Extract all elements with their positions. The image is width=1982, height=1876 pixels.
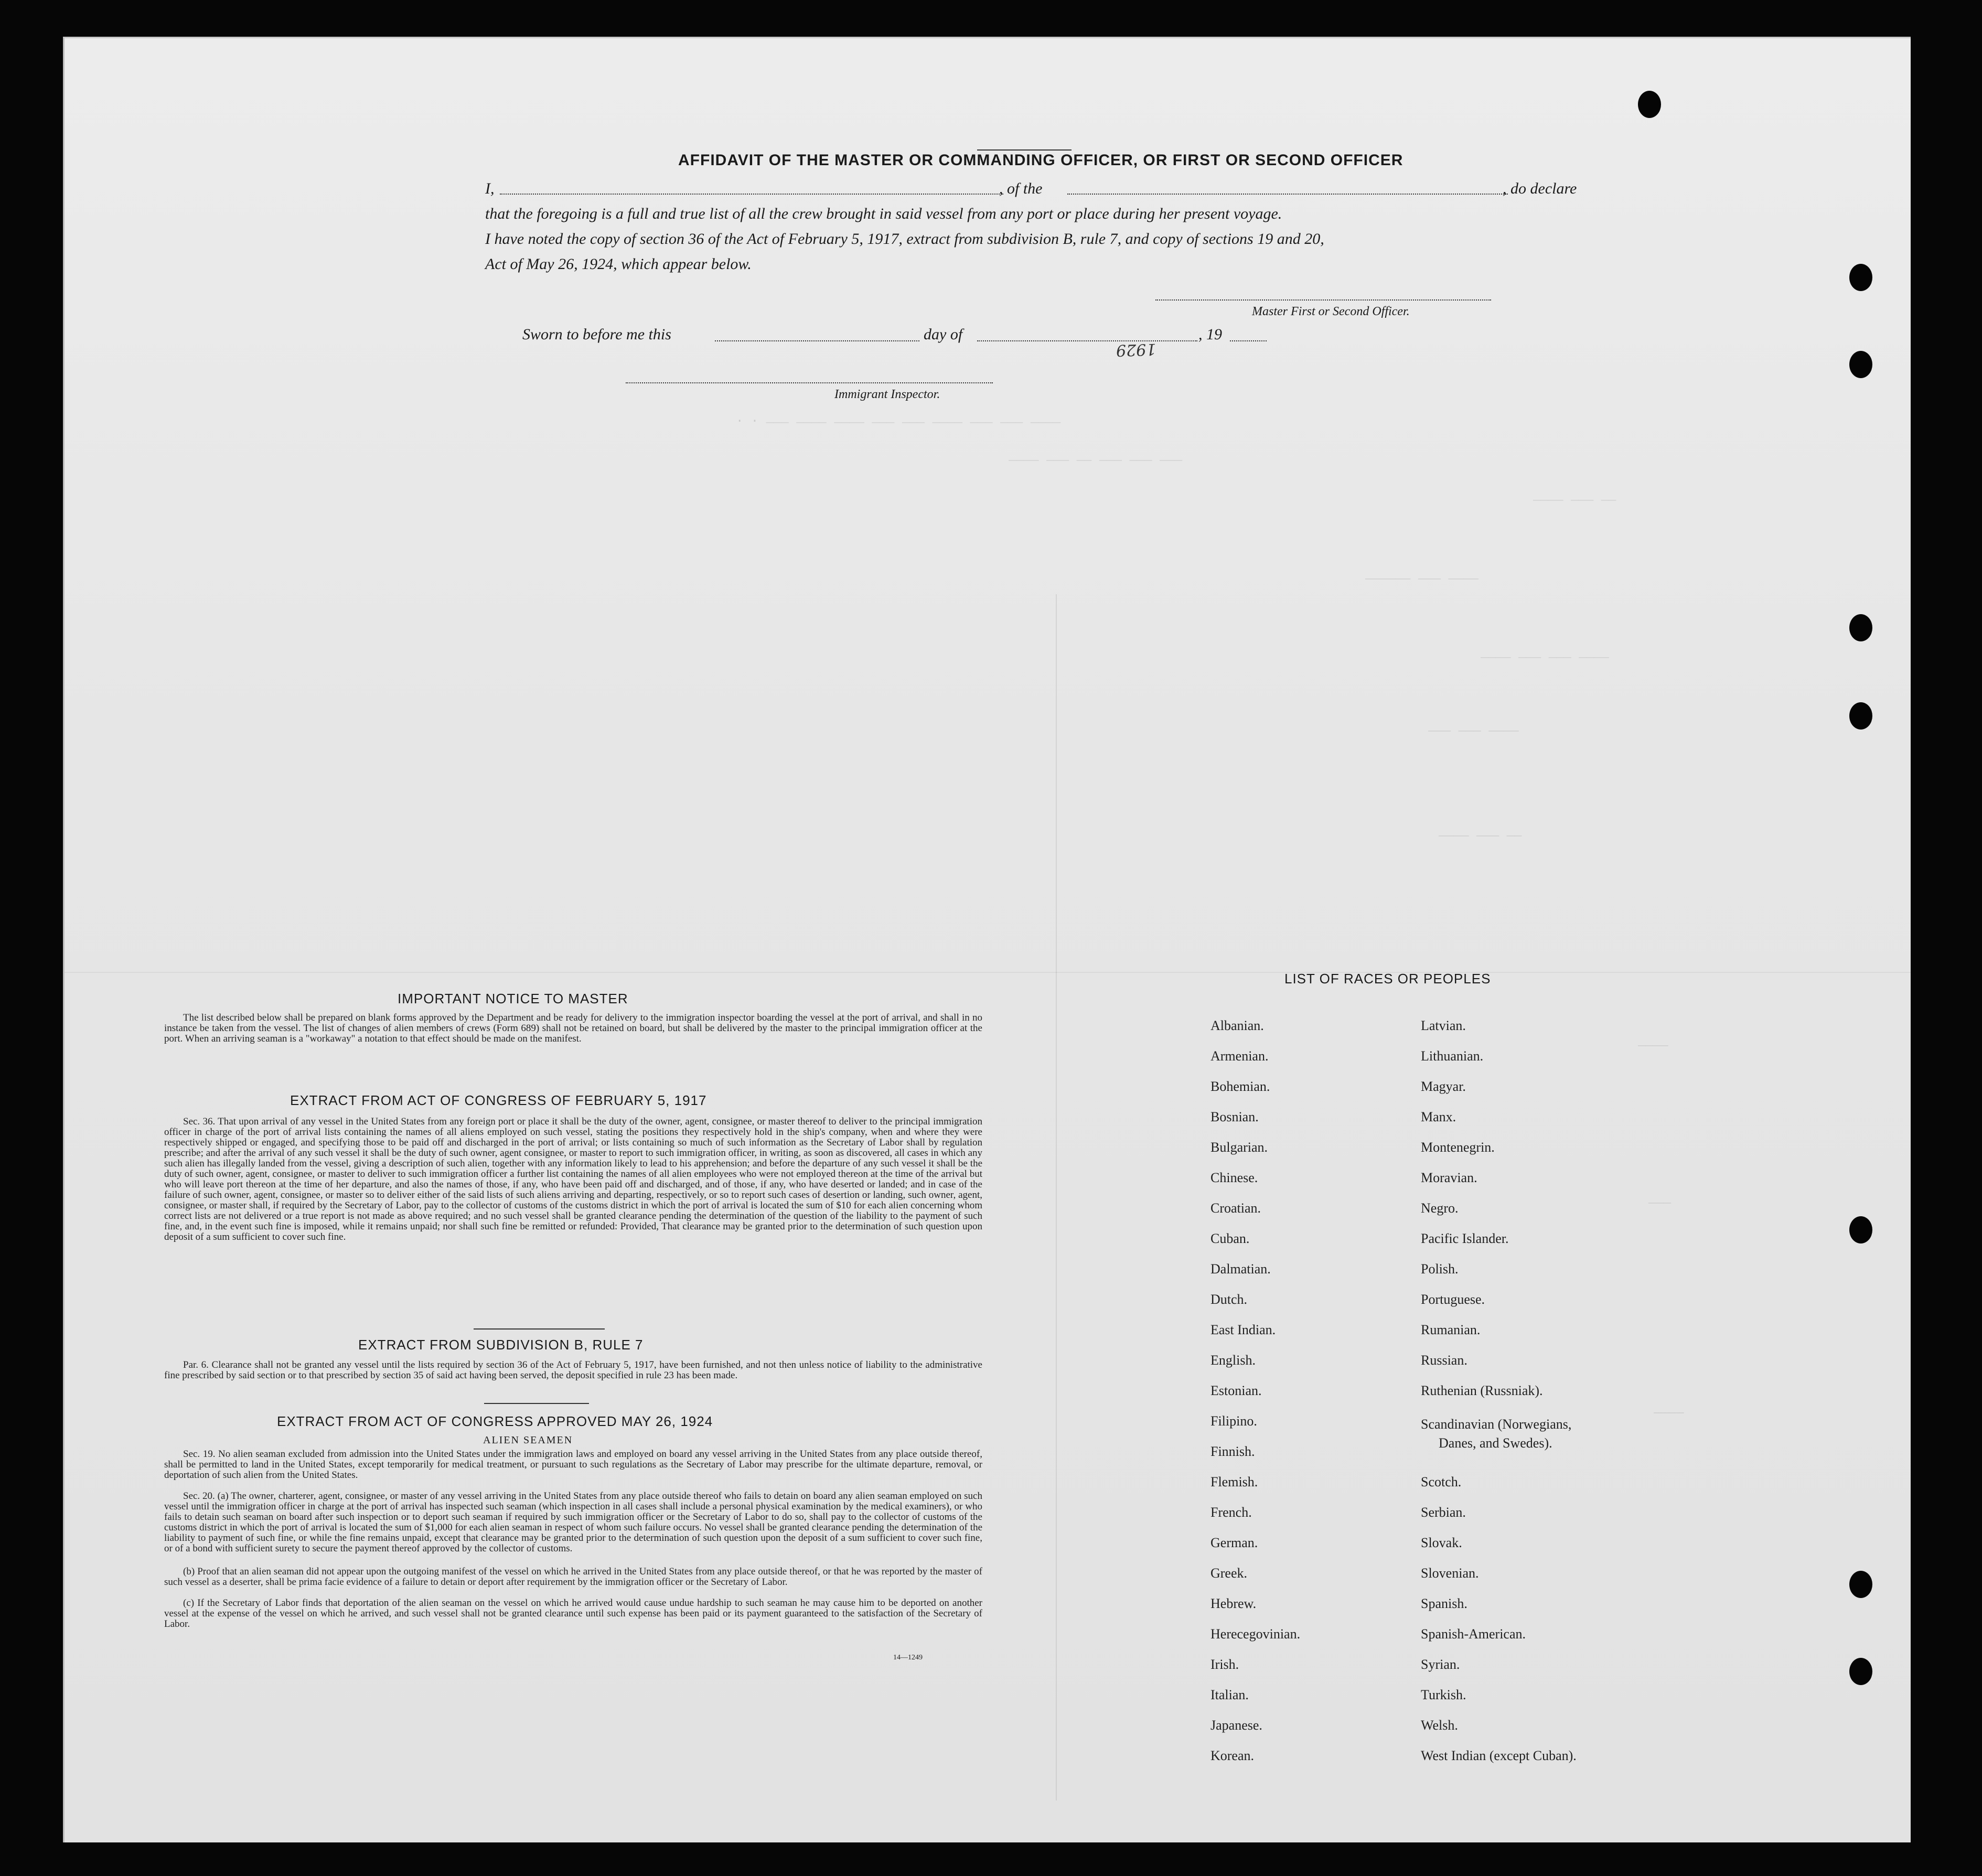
extract-rule7-rule — [484, 1403, 589, 1404]
race-item: Rumanian. — [1421, 1322, 1481, 1337]
race-item: Pacific Islander. — [1421, 1231, 1509, 1246]
punch-hole — [1849, 614, 1872, 641]
title-rule — [977, 149, 1072, 151]
race-item: Welsh. — [1421, 1718, 1458, 1733]
sec19-text: Sec. 19. No alien seaman excluded from admission into the United States under the immigration laws and employed on board any vessel arriving in the United States from any place outside thereof, shall be permitted to land in the United States, except temporarily for medical treatment, or pursuant to such regulations as the Secretary of Labor may prescribe for the ultimate departure, removal, or deportation of such alien from the United States. — [164, 1449, 982, 1481]
race-item: Korean. — [1210, 1748, 1255, 1763]
race-item: Dalmatian. — [1210, 1261, 1271, 1277]
race-item: East Indian. — [1210, 1322, 1276, 1337]
race-item: Bosnian. — [1210, 1109, 1259, 1124]
race-item: Chinese. — [1210, 1170, 1258, 1185]
extract-rule7-text: Par. 6. Clearance shall not be granted any vessel until the lists required by section 36 of the Act of February 5, 1917, have been furnished, and not then unless notice of liability to the administrative fine prescribed by said section or to that prescribed by section 35 of said act having been served, the deposit specified in rule 23 has been made. — [164, 1359, 982, 1381]
race-item: Bohemian. — [1210, 1079, 1270, 1094]
sworn-year-field[interactable] — [1230, 340, 1267, 341]
race-item: Croatian. — [1210, 1200, 1261, 1216]
race-item: Irish. — [1210, 1657, 1239, 1672]
sec20b-text: (b) Proof that an alien seaman did not appear upon the outgoing manifest of the vessel on which he arrived in the United States from any place outside thereof, or that he was reported by the master of such vessel as a deserter, shall be prima facie evidence of a failure to detain or deport after requirement by the immigration officer or the Secretary of Labor. — [164, 1566, 982, 1588]
inspector-signature-label: Immigrant Inspector. — [834, 388, 940, 401]
race-item: Spanish. — [1421, 1596, 1467, 1611]
affidavit-declare-label: , do declare — [1503, 180, 1577, 197]
race-item: Flemish. — [1210, 1474, 1258, 1489]
vessel-name-field[interactable] — [1067, 194, 1508, 195]
race-item: Japanese. — [1210, 1718, 1262, 1733]
punch-hole — [1849, 1216, 1872, 1243]
race-item: Scandinavian (Norwegians, — [1421, 1417, 1572, 1432]
race-item: Spanish-American. — [1421, 1626, 1526, 1642]
alien-seamen-subtitle: ALIEN SEAMEN — [483, 1434, 573, 1446]
extract-rule7-title: EXTRACT FROM SUBDIVISION B, RULE 7 — [358, 1337, 644, 1353]
race-item: Magyar. — [1421, 1079, 1466, 1094]
extract-1924-title: EXTRACT FROM ACT OF CONGRESS APPROVED MAY 26, 1924 — [277, 1413, 713, 1429]
sec20a-text: Sec. 20. (a) The owner, charterer, agent, consignee, or master of any vessel arriving in the United States from any place outside thereof who fails to detain on board any alien seaman employed on such vessel until the immigration officer in charge at the port of arrival has inspected such seaman (which inspection in all cases shall include a personal physical examination by the medical examiners), or who fails to detain such seaman on board after such inspection or to deport such seaman if required by such immigration officer or the Secretary of Labor to do so, shall pay to the collector of customs of the customs district in which the port of arrival is located the sum of $1,000 for each alien seaman in respect of whom such failure occurs. No vessel shall be granted clearance pending the determination of the liability to payment of such fine, or while the fine remains unpaid, except that clearance may be granted prior to the determination of such question upon the deposit of a sum sufficient to cover such fine, or of a bond with sufficient surety to secure the payment thereof approved by the collector of customs. — [164, 1491, 982, 1554]
race-item: Russian. — [1421, 1353, 1467, 1368]
extract-1917-title: EXTRACT FROM ACT OF CONGRESS OF FEBRUARY 5, 1917 — [290, 1092, 707, 1108]
race-item: Turkish. — [1421, 1687, 1466, 1702]
form-number: 14—1249 — [893, 1654, 923, 1661]
race-item: Finnish. — [1210, 1444, 1255, 1459]
races-title: LIST OF RACES OR PEOPLES — [1284, 971, 1491, 987]
extract-1917-rule — [474, 1328, 605, 1330]
race-item: Serbian. — [1421, 1505, 1466, 1520]
punch-hole — [1849, 1571, 1872, 1598]
master-signature-field[interactable] — [1155, 299, 1491, 301]
affidavit-of-the-label: , of the — [999, 180, 1043, 197]
sworn-month-field[interactable] — [977, 340, 1197, 341]
punch-hole — [1849, 264, 1872, 291]
race-item: Moravian. — [1421, 1170, 1477, 1185]
inspector-signature-field[interactable] — [626, 382, 993, 383]
race-item: Danes, and Swedes). — [1439, 1435, 1552, 1451]
sworn-day-of-label: day of — [924, 326, 963, 343]
race-item: Hebrew. — [1210, 1596, 1257, 1611]
race-item: Slovak. — [1421, 1535, 1462, 1550]
race-item: Bulgarian. — [1210, 1140, 1268, 1155]
race-item: Syrian. — [1421, 1657, 1460, 1672]
race-item: Scotch. — [1421, 1474, 1462, 1489]
race-item: West Indian (except Cuban). — [1421, 1748, 1577, 1763]
race-item: Portuguese. — [1421, 1292, 1485, 1307]
affidavit-line-4: Act of May 26, 1924, which appear below. — [485, 255, 752, 273]
race-item: Lithuanian. — [1421, 1048, 1484, 1064]
race-item: Dutch. — [1210, 1292, 1248, 1307]
sworn-year-label: , 19 — [1198, 326, 1222, 343]
race-item: Italian. — [1210, 1687, 1249, 1702]
race-item: Albanian. — [1210, 1018, 1264, 1033]
notice-title: IMPORTANT NOTICE TO MASTER — [398, 991, 628, 1006]
race-item: Armenian. — [1210, 1048, 1269, 1064]
race-item: Manx. — [1421, 1109, 1456, 1124]
race-item: Estonian. — [1210, 1383, 1262, 1398]
fold-line-vertical — [1056, 594, 1057, 1800]
fold-line-horizontal — [65, 972, 1911, 973]
race-item: Polish. — [1421, 1261, 1459, 1277]
race-item: Herecegovinian. — [1210, 1626, 1301, 1642]
document-page: . . ___ ____ ____ ___ ___ ____ ___ ___ ____ ____ ___ __ ___ ___ ___ ____ ___ __ ______ ___ ____ ____ ___ ___ ____ ___ ___ ____ ____ ___ __ ____ ___ ____ AFFIDAVIT OF THE MASTER OR COMMANDING OFFICER, OR FIRST OR SECOND OFFICER I, , of the , do declare that the foregoing is a full and true list of all the crew brought in said vessel from any port or place during her present voyage. I have noted the copy of section 36 of the Act of February 5, 1917, extract from subdivision B, rule 7, and copy of sections 19 and 20, Act of May 26, 1924, which appear below. Master First or Second Officer. Sworn to before me this day of , 19 1929 Immigrant Inspector. IMPORTANT NOTICE TO MASTER The list described below shall be prepared on blank forms approved by the Department and be ready for delivery to the immigration inspector boarding the vessel at the port of arrival, and shall in no instance be taken from the vessel. The list of changes of alien members of crews (Form 689) shall not be retained on board, but shall be delivered by the master to the principal immigration officer at the port. When an arriving seaman is a "workaway" a notation to that effect should be made on the manifest. EXTRACT FROM ACT OF CONGRESS OF FEBRUARY 5, 1917 Sec. 36. That upon arrival of any vessel in the United States from any foreign port or place it shall be the duty of the owner, agent, consignee, or master thereof to deliver to the principal immigration officer in charge of the port of arrival lists containing the names of all aliens employed on such vessel, stating the positions they respectively hold in the ship's company, when and where they were respectively shipped or engaged, and specifying those to be paid off and discharged in the port of arrival; or lists containing so much of such information as the Secretary of Labor shall by regulation prescribe; and after the arrival of any such vessel it shall be the duty of such owner, agent consignee, or master to report to such immigration officer, in writing, as soon as discovered, all cases in which any such alien has illegally landed from the vessel, giving a description of such alien, together with any information likely to lead to his apprehension; and before the departure of any such vessel it shall be the duty of such owner, agent, consignee, or master to deliver to such immigration officer a further list containing the names of all alien employees who were not employed thereon at the time of the arrival but who will leave port thereon at the time of her departure, and also the names of those, if any, who have been paid off and discharged, and of those, if any, who have deserted or landed; and in case of the failure of such owner, agent, consignee, or master so to deliver either of the said lists of such aliens arriving and departing, respectively, or so to report such cases of desertion or landing, such owner, agent, consignee, or master shall, if required by the Secretary of Labor, pay to the collector of customs of the customs district in which the port of arrival is located the sum of $10 for each alien concerning whom correct lists are not delivered or a true report is not made as above required; and no such vessel shall be granted clearance pending the determination of the question of the liability to the payment of such fine, and, in the event such fine is imposed, while it remains unpaid; nor shall such fine be remitted or refunded: Provided, That clearance may be granted prior to the determination of such question upon deposit of a sum sufficient to cover such fine. EXTRACT FROM SUBDIVISION B, RULE 7 Par. 6. Clearance shall not be granted any vessel until the lists required by section 36 of the Act of February 5, 1917, have been furnished, and not then unless notice of liability to the administrative fine prescribed by said section or to that prescribed by section 35 of said act having been served, the deposit specified in rule 23 has been made. EXTRACT FROM ACT OF CONGRESS APPROVED MAY 26, 1924 ALIEN SEAMEN Sec. 19. No alien seaman excluded from admission into the United States under the immigration laws and employed on board any vessel arriving in the United States from any place outside thereof, shall be permitted to land in the United States, except temporarily for medical treatment, or pursuant to such regulations as the Secretary of Labor may prescribe for the ultimate departure, removal, or deportation of such alien from the United States. Sec. 20. (a) The owner, charterer, agent, consignee, or master of any vessel arriving in the United States from any place outside thereof who fails to detain on board any alien seaman employed on such vessel until the immigration officer in charge at the port of arrival has inspected such seaman (which inspection in all cases shall include a personal physical examination by the medical examiners), or who fails to detain such seaman on board after such inspection or to deport such seaman if required by such immigration officer or the Secretary of Labor to do so, shall pay to the collector of customs of the customs district in which the port of arrival is located the sum of $1,000 for each alien seaman in respect of whom such failure occurs. No vessel shall be granted clearance pending the determination of the liability to payment of such fine, or while the fine remains unpaid, except that clearance may be granted prior to the determination of such question upon the deposit of a sum sufficient to cover such fine, or of a bond with sufficient surety to secure the payment thereof approved by the collector of customs. (b) Proof that an alien seaman did not appear upon the outgoing manifest of the vessel on which he arrived in the United States from any place outside thereof, or that he was reported by the master of such vessel as a deserter, shall be prima facie evidence of a failure to detain or deport after requirement by the immigration officer or the Secretary of Labor. (c) If the Secretary of Labor finds that deportation of the alien seaman on the vessel on which he arrived would cause undue hardship to such seaman he may cause him to be deported on another vessel at the expense of the vessel on which he arrived, and such vessel shall not be granted clearance until such expense has been paid or its payment guaranteed to the satisfaction of the Secretary of Labor. 14—1249 LIST OF RACES OR PEOPLES Albanian. Armenian. Bohemian. Bosnian. Bulgarian. Chinese. Croatian. Cuban. Dalmatian. Dutch. East Indian. English. Estonian. Filipino. Finnish. Flemish. French. German. Greek. Hebrew. Herecegovinian. Irish. Italian. Japanese. Korean. Latvian. Lithuanian. Magyar. Manx. Montenegrin. Moravian. Negro. Pacific Islander. Polish. Portuguese. Rumanian. Russian. Ruthenian (Russniak). Scandinavian (Norwegians, Danes, and Swedes). Scotch. Serbian. Slovak. Slovenian. Spanish. Spanish-American. Syrian. Turkish. Welsh. West Indian (except Cuban). — [63, 37, 1911, 1842]
extract-1917-text: Sec. 36. That upon arrival of any vessel in the United States from any foreign port or place it shall be the duty of the owner, agent, consignee, or master thereof to deliver to the principal immigration officer in charge of the port of arrival lists containing the names of all aliens employed on such vessel, stating the positions they respectively hold in the ship's company, when and where they were respectively shipped or engaged, and specifying those to be paid off and discharged in the port of arrival; or lists containing so much of such information as the Secretary of Labor shall by regulation prescribe; and after the arrival of any such vessel it shall be the duty of such owner, agent consignee, or master to report to such immigration officer, in writing, as soon as discovered, all cases in which any such alien has illegally landed from the vessel, giving a description of such alien, together with any information likely to lead to his apprehension; and before the departure of any such vessel it shall be the duty of such owner, agent, consignee, or master to deliver to such immigration officer a further list containing the names of all alien employees who were not employed thereon at the time of the arrival but who will leave port thereon at the time of her departure, and also the names of those, if any, who have been paid off and discharged, and of those, if any, who have deserted or landed; and in case of the failure of such owner, agent, consignee, or master so to deliver either of the said lists of such aliens arriving and departing, respectively, or so to report such cases of desertion or landing, such owner, agent, consignee, or master shall, if required by the Secretary of Labor, pay to the collector of customs of the customs district in which the port of arrival is located the sum of $10 for each alien concerning whom correct lists are not delivered or a true report is not made as above required; and no such vessel shall be granted clearance pending the determination of the question of the liability to the payment of such fine, and, in the event such fine is imposed, while it remains unpaid; nor shall such fine be remitted or refunded: Provided, That clearance may be granted prior to the determination of such question upon deposit of a sum sufficient to cover such fine. — [164, 1116, 982, 1242]
affidavit-line-3: I have noted the copy of section 36 of the Act of February 5, 1917, extract from subdivision B, rule 7, and copy of sections 19 and 20, — [485, 230, 1324, 248]
race-item: Negro. — [1421, 1200, 1459, 1216]
punch-hole — [1849, 1658, 1872, 1685]
race-item: Cuban. — [1210, 1231, 1250, 1246]
race-item: Greek. — [1210, 1566, 1248, 1581]
punch-hole — [1638, 91, 1661, 118]
race-item: German. — [1210, 1535, 1258, 1550]
race-item: Filipino. — [1210, 1413, 1257, 1429]
affidavit-i-label: I, — [485, 180, 495, 197]
race-item: English. — [1210, 1353, 1256, 1368]
punch-hole — [1849, 702, 1872, 730]
handwritten-year: 1929 — [1116, 339, 1156, 360]
race-item: Ruthenian (Russniak). — [1421, 1383, 1543, 1398]
affidavit-title: AFFIDAVIT OF THE MASTER OR COMMANDING OFFICER, OR FIRST OR SECOND OFFICER — [678, 152, 1404, 169]
punch-hole — [1849, 351, 1872, 378]
sworn-label: Sworn to before me this — [522, 326, 671, 343]
notice-text: The list described below shall be prepared on blank forms approved by the Department and be ready for delivery to the immigration inspector boarding the vessel at the port of arrival, and shall in no instance be taken from the vessel. The list of changes of alien members of crews (Form 689) shall not be retained on board, but shall be delivered by the master to the principal immigration officer at the port. When an arriving seaman is a "workaway" a notation to that effect should be made on the manifest. — [164, 1012, 982, 1044]
race-item: Latvian. — [1421, 1018, 1466, 1033]
master-name-field[interactable] — [500, 194, 1003, 195]
sworn-day-field[interactable] — [715, 340, 919, 341]
race-item: Montenegrin. — [1421, 1140, 1495, 1155]
master-signature-label: Master First or Second Officer. — [1252, 305, 1410, 318]
race-item: Slovenian. — [1421, 1566, 1479, 1581]
race-item: French. — [1210, 1505, 1252, 1520]
sec20c-text: (c) If the Secretary of Labor finds that deportation of the alien seaman on the vessel on which he arrived would cause undue hardship to such seaman he may cause him to be deported on another vessel at the expense of the vessel on which he arrived, and such vessel shall not be granted clearance until such expense has been paid or its payment guaranteed to the satisfaction of the Secretary of Labor. — [164, 1598, 982, 1630]
affidavit-line-2: that the foregoing is a full and true list of all the crew brought in said vessel from any port or place during her present voyage. — [485, 205, 1282, 222]
